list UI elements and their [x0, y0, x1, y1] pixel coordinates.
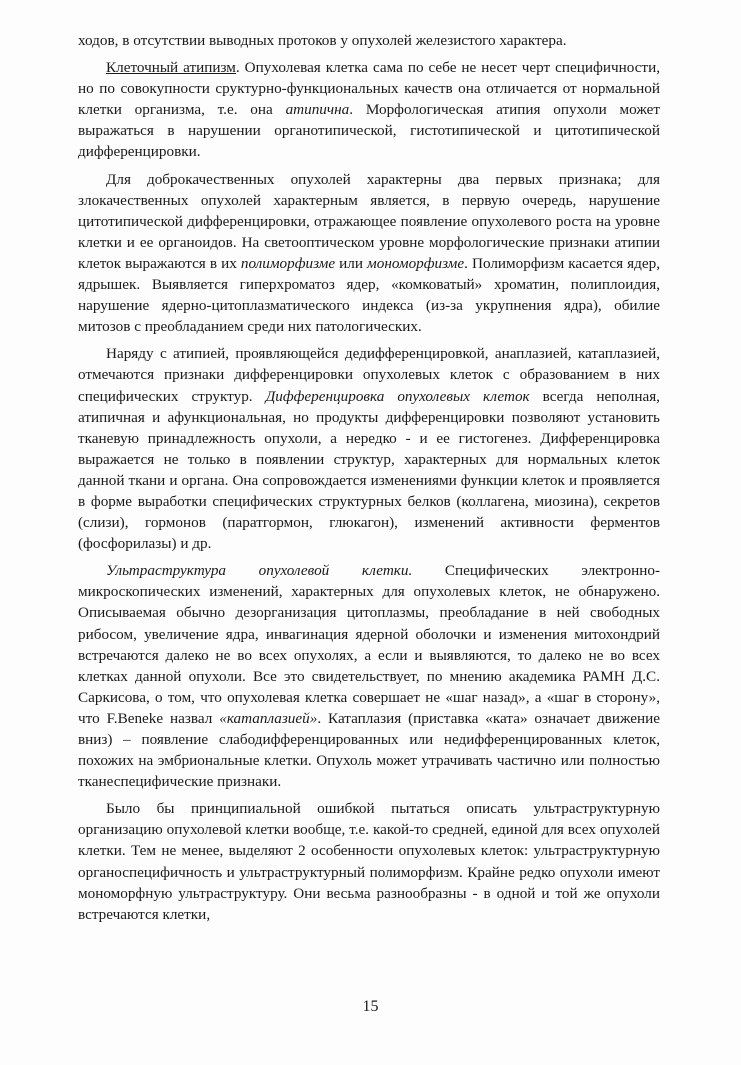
paragraph-text: . Катаплазия (приставка «ката» означает движение вниз) – появление слабодифференцированных или недифференцированных клеток, похожих на эмбриональные клетки. Опухоль может утрачивать частично или полностью тканеспецифические признаки. — [78, 709, 660, 791]
paragraph-text: ходов, в отсутствии выводных протоков у опухолей железистого характера. — [78, 32, 567, 49]
paragraph-ultrastructure-features — [78, 798, 660, 925]
paragraph-text: Для доброкачественных опухолей характерны два первых признака; для злокачественных опухолей характерным является, в первую очередь, нарушение цитотипической дифференцировки, отражающее появление опухолевого роста на уровне клетки и ее органоидов. На светооптическом уровне морфологические признаки атипии клеток выражаются в их — [78, 170, 660, 272]
body-text — [78, 30, 660, 931]
paragraph-ultrastructure — [78, 560, 660, 792]
term-italic: Ультраструктура опухолевой клетки. — [106, 562, 413, 580]
paragraph-text: Было бы принципиальной ошибкой пытаться описать ультраструктурную организацию опухолевой клетки вообще, т.е. какой-то средней, единой для всех опухолей клетки. Тем не менее, выделяют 2 особенности опухолевых клеток: ультраструктурную органоспецифичность и ультраструктурный полиморфизм. Крайне редко опухоли имеют мономорфную ультраструктуру. Они весьма разнообразны - в одной и той же опухоли встречаются клетки, — [78, 800, 660, 923]
paragraph-continuation — [78, 30, 660, 51]
paragraph-text: всегда неполная, атипичная и афункциональная, но продукты дифференцировки позволяют установить тканевую принадлежность опухоли, а нередко - и ее гистогенез. Дифференцировка выражается не только в появлении структур, характерных для нормальных клеток данной ткани и органа. Она сопровождается изменениями функции клеток и проявляется в форме выработки специфических структурных белков (коллагена, миозина), секретов (слизи), гормонов (паратгормон, глюкагон), изменений активности ферментов (фосфорилазы) и др. — [78, 387, 660, 553]
paragraph-text: . Морфологическая атипия опухоли может выражаться в нарушении органотипической, гистотипической и цитотипической дифференцировки. — [78, 101, 660, 161]
paragraph-text: Специфических электронно-микроскопических изменений, характерных для опухолевых клеток, не обнаружено. Описываемая обычно дезорганизация цитоплазмы, преобладание в ней свободных рибосом, увеличение ядра, инвагинация ядерной оболочки и изменения митохондрий встречаются далеко не во всех опухолях, а если и выявляются, то далеко не во всех клетках данной опухоли. Все это свидетельствует, по мнению академика РАМН Д.С. Саркисова, о том, что опухолевая клетка совершает не «шаг назад», а «шаг в сторону», что F.Beneke назвал — [78, 562, 661, 727]
paragraph-text: или — [335, 254, 368, 272]
section-heading: Клеточный атипизм — [106, 59, 236, 77]
page-number: 15 — [362, 998, 379, 1015]
paragraph-text: Наряду с атипией, проявляющейся дедифференцировкой, анаплазией, катаплазией, отмечаются признаки дифференцировки опухолевых клеток с образованием в них специфических структур. — [78, 345, 660, 405]
term-italic: мономорфизме — [367, 254, 465, 272]
paragraph-text: . Опухолевая клетка сама по себе не несет черт специфичности, но по совокупности сруктурно-функциональных качеств она отличается от нормальной клетки организма, т.е. она — [78, 59, 660, 119]
paragraph-differentiation — [78, 343, 660, 554]
paragraph-benign-malignant — [78, 169, 660, 338]
term-italic: атипична — [285, 101, 350, 119]
paragraph-cellular-atypism — [78, 57, 660, 162]
paragraph-text: . Полиморфизм касается ядер, ядрышек. Выявляется гиперхроматоз ядер, «комковатый» хроматин, полиплоидия, нарушение ядерно-цитоплазматического индекса (из-за укрупнения ядра), обилие митозов с преобладанием среди них патологических. — [78, 254, 660, 336]
term-italic: «катаплазией» — [219, 709, 318, 727]
term-italic: Дифференцировка опухолевых клеток — [265, 387, 530, 405]
term-italic: полиморфизме — [240, 254, 336, 272]
